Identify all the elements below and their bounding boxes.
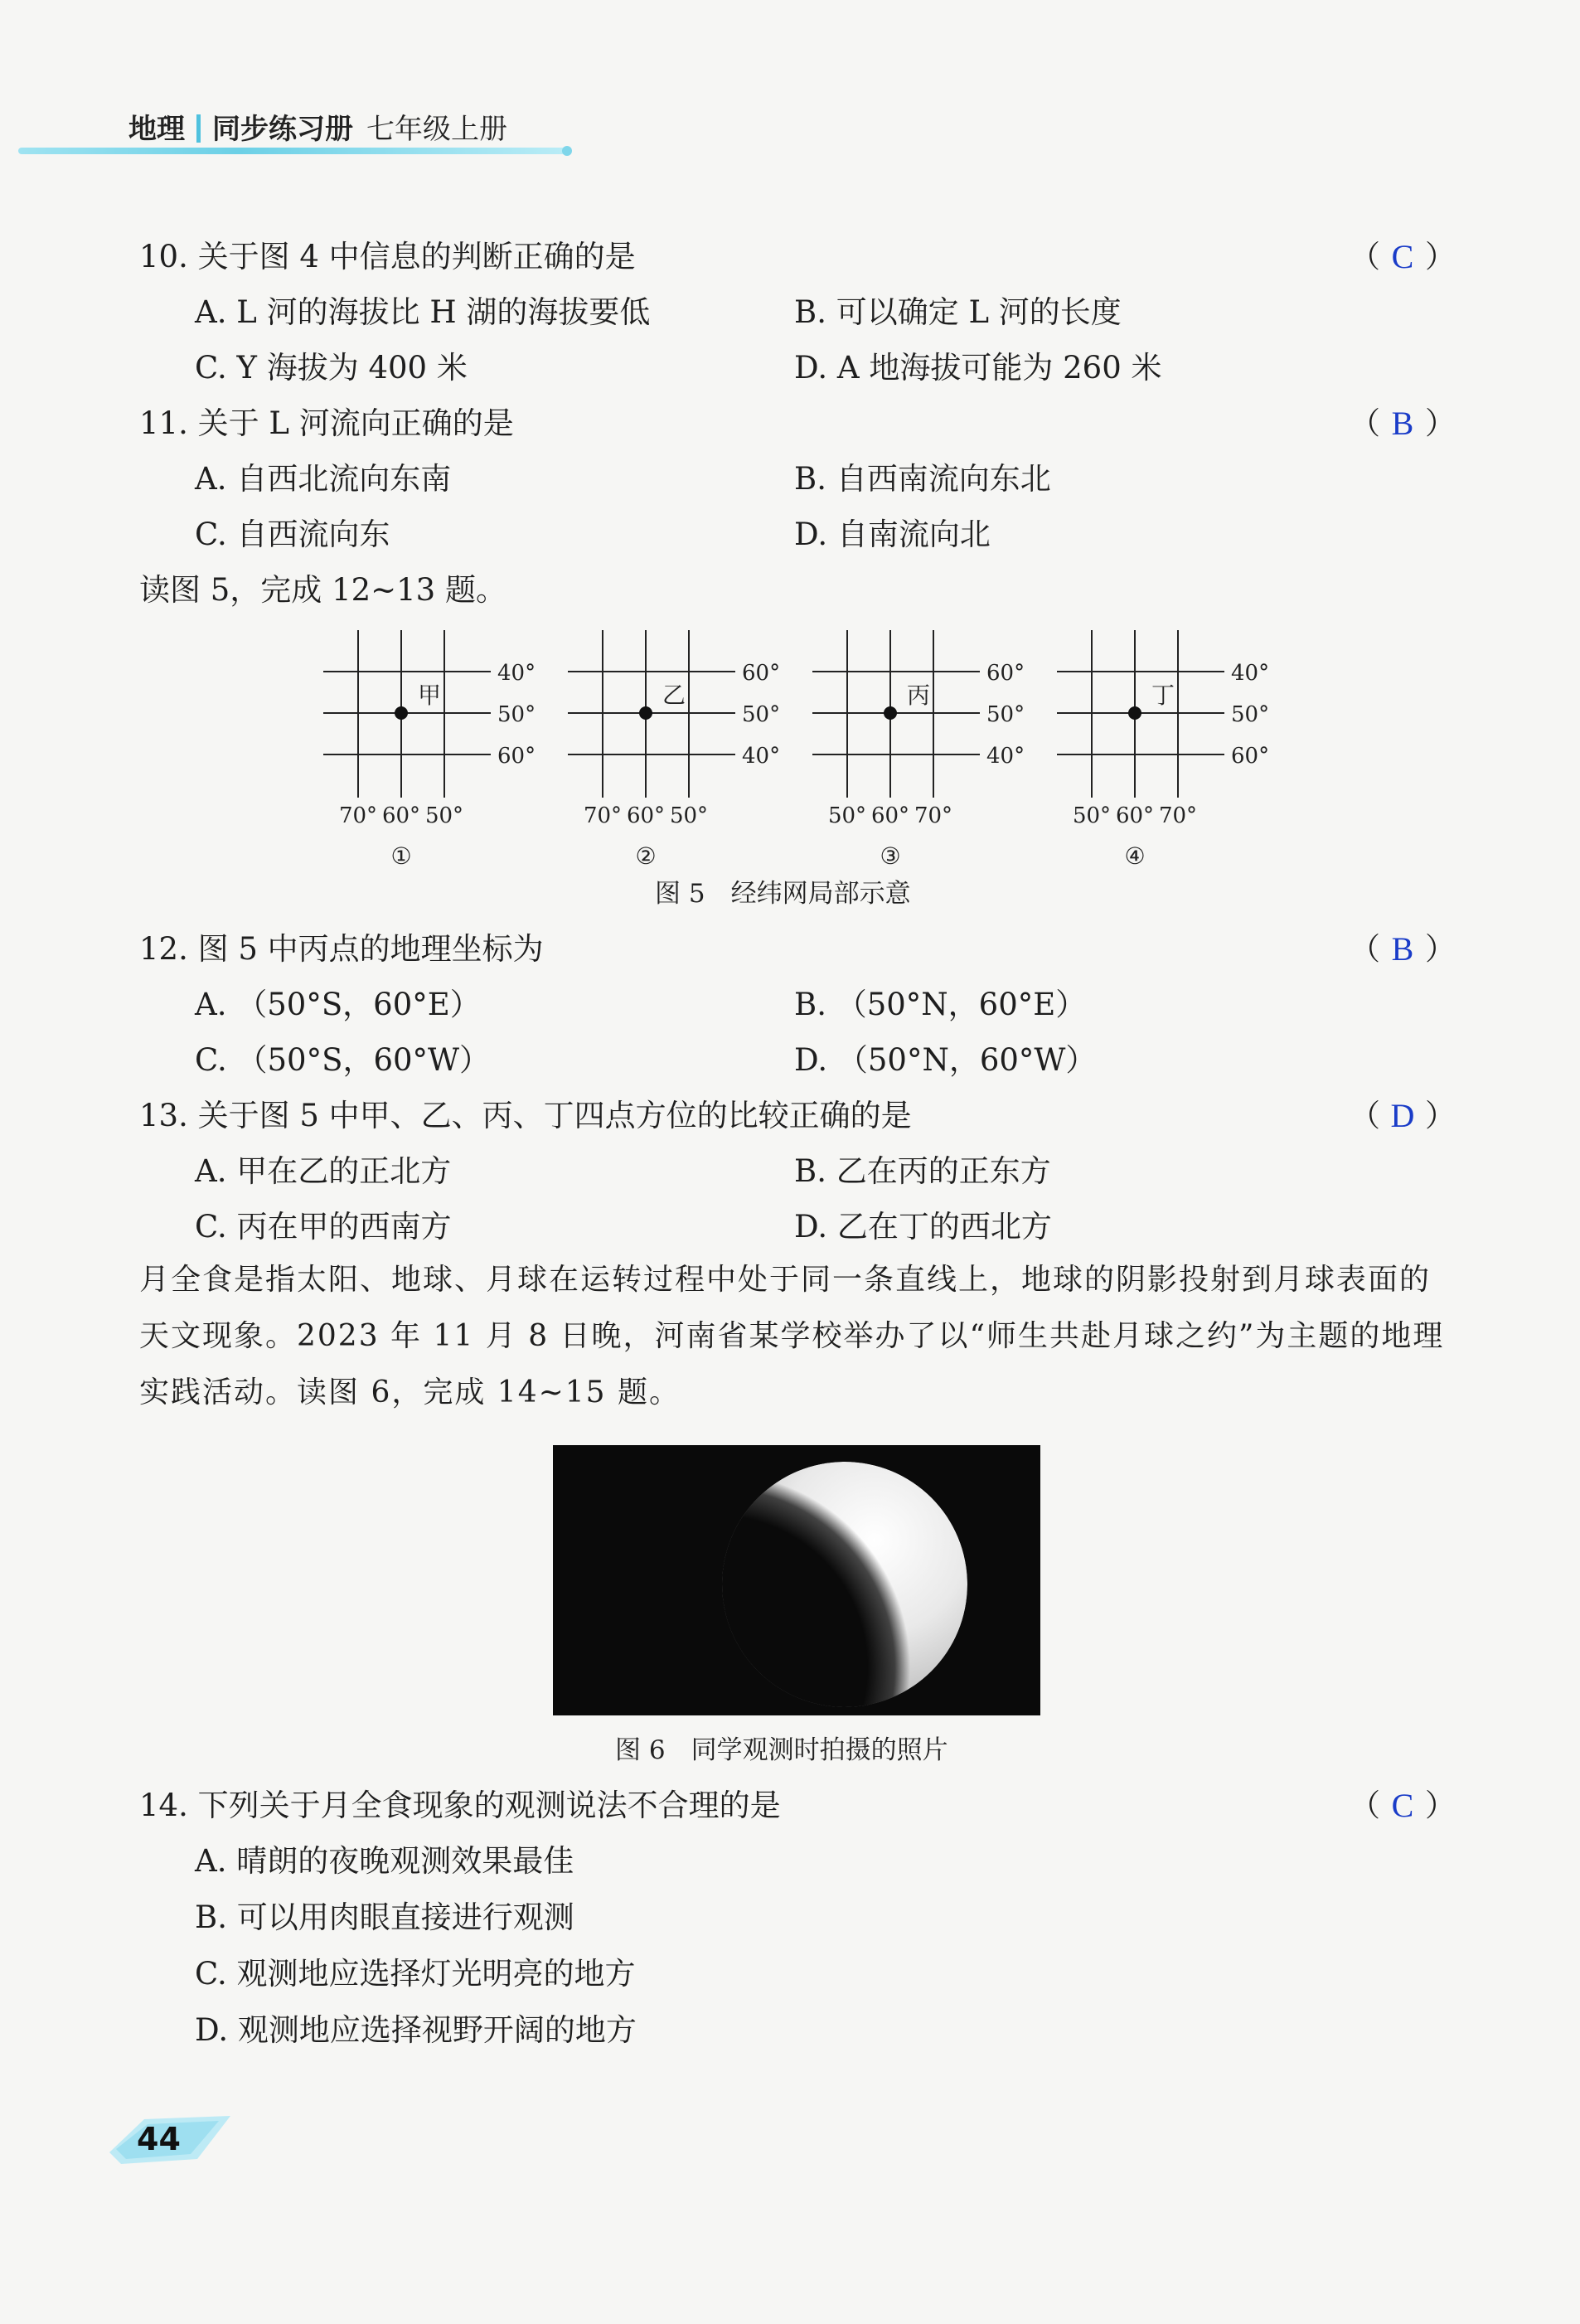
point-marker [1128,706,1141,720]
point-label: 乙 [662,682,686,709]
panel-number: ② [635,842,657,870]
q14-option-b: B. 可以用肉眼直接进行观测 [195,1899,574,1935]
q12-option-d: D. （50°N，60°W） [794,1042,1097,1078]
q12-answer-value: B [1391,930,1414,968]
header-subject: 地理 [128,113,185,146]
latitude-label: 60° [497,744,536,769]
point-marker [639,706,652,720]
latitude-label: 40° [742,744,781,769]
longitude-label: 70° [338,803,378,828]
q10-option-b: B. 可以确定 L 河的长度 [794,294,1122,330]
panel-number: ③ [880,842,901,870]
q11-option-d: D. 自南流向北 [794,517,991,552]
figure5-panel-2 [568,630,780,870]
q12-option-a: A. （50°S，60°E） [195,987,481,1022]
point-label: 甲 [418,682,442,709]
point-label: 丁 [1151,682,1175,709]
point-label: 丙 [907,682,931,709]
q10-answer-value: C [1391,238,1414,275]
header-grade: 七年级上册 [366,113,507,146]
q10-option-d: D. A 地海拔可能为 260 米 [794,350,1162,386]
q11-option-b: B. 自西南流向东北 [794,461,1051,497]
header-rule-dot [562,146,572,156]
figure5-graticule-diagram [307,623,1285,872]
q14-option-c: C. 观测地应选择灯光明亮的地方 [195,1956,636,1992]
figure5-caption: 图 5 经纬网局部示意 [655,879,911,909]
figure5-panel-3 [812,630,1025,870]
q11-stem: 11. 关于 L 河流向正确的是 [139,405,514,441]
latitude-label: 60° [1231,744,1270,769]
latitude-label: 50° [986,702,1025,727]
header-rule [18,148,565,154]
lunar-eclipse-photo [553,1445,1040,1715]
longitude-label: 50° [827,803,867,828]
q11-option-c: C. 自西流向东 [195,517,390,552]
q12-option-b: B. （50°N，60°E） [794,987,1087,1022]
q14-stem: 14. 下列关于月全食现象的观测说法不合理的是 [139,1788,781,1823]
longitude-label: 50° [669,803,709,828]
longitude-label: 60° [381,803,421,828]
latitude-label: 60° [986,661,1025,686]
figure6-caption: 图 6 同学观测时拍摄的照片 [615,1735,948,1765]
q13-stem: 13. 关于图 5 中甲、乙、丙、丁四点方位的比较正确的是 [139,1098,912,1133]
q11-answer-value: B [1391,405,1414,442]
q11-option-a: A. 自西北流向东南 [195,461,452,497]
q10-option-c: C. Y 海拔为 400 米 [195,350,468,386]
latitude-label: 40° [497,661,536,686]
q14-option-a: A. 晴朗的夜晚观测效果最佳 [195,1843,574,1879]
panel-number: ④ [1124,842,1146,870]
figure5-panel-1 [323,630,536,870]
figure6-passage: 月全食是指太阳、地球、月球在运转过程中处于同一条直线上，地球的阴影投射到月球表面的天文现象。2023 年 11 月 8 日晚，河南省某学校举办了以“师生共赴月球之约”为主题的地理实践活动。读图 6，完成 14~15 题。 [139,1263,1445,1409]
latitude-label: 40° [986,744,1025,769]
longitude-label: 60° [626,803,666,828]
q14-option-d: D. 观测地应选择视野开阔的地方 [195,2012,637,2048]
figure5-panel-4 [1057,630,1269,870]
panel-number: ① [390,842,412,870]
longitude-label: 50° [1072,803,1112,828]
q10-option-a: A. L 河的海拔比 H 湖的海拔要低 [195,294,651,330]
latitude-label: 50° [1231,702,1270,727]
latitude-label: 60° [742,661,781,686]
latitude-label: 50° [497,702,536,727]
latitude-label: 40° [1231,661,1270,686]
page-number: 44 [137,2121,181,2157]
figure5-intro: 读图 5，完成 12~13 题。 [139,572,506,608]
longitude-label: 70° [914,803,953,828]
longitude-label: 50° [424,803,464,828]
point-marker [395,706,408,720]
q10-stem: 10. 关于图 4 中信息的判断正确的是 [139,239,636,274]
q12-stem: 12. 图 5 中丙点的地理坐标为 [139,931,544,967]
longitude-label: 60° [1115,803,1155,828]
header-separator [196,114,201,143]
point-marker [884,706,897,720]
q13-option-a: A. 甲在乙的正北方 [195,1153,452,1189]
q13-option-d: D. 乙在丁的西北方 [794,1209,1052,1244]
page: 地理 同步练习册 七年级上册 10. 关于图 4 中信息的判断正确的是 （ C ） A. L 河的海拔比 H 湖的海拔要低 B. 可以确定 L 河的长度 C. Y 海拔为 400 米 D. A 地海拔可能为 260 米 11. 关于 L 河流向正确的是 （ B ） A. 自西北流向东南 B. 自西南流向东北 C. 自西流向东 D. 自南流向北 读图 5，完成 12~13 题。 甲 40° 50° 60° 70° 60° 50° ① 乙 60° 50° 40° 70° 60° 50° ② 丙 60° 50° 40° 50° 60° 70° ③ 丁 40° 50° 60° 50° 60° 70° ④ 图 5 经纬网局部示意 12. 图 5 中丙点的地理坐标为 （ B ） A. （50°S，60°E） B. （50°N，60°E） C. （50°S，60°W） D. （50°N，60°W） 13. 关于图 5 中甲、乙、丙、丁四点方位的比较正确的是 （ D ） A. 甲在乙的正北方 B. 乙在丙的正东方 C. 丙在甲的西南方 D. 乙在丁的西北方 月全食是指太阳、地球、月球在运转过程中处于同一条直线上，地球的阴影投射到月球表面的天文现象。2023 年 11 月 8 日晚，河南省某学校举办了以“师生共赴月球之约”为主题的地理实践活动。读图 6，完成 14~15 题。 图 6 同学观测时拍摄的照片 14. 下列关于月全食现象的观测说法不合理的是 （ C ） A. 晴朗的夜晚观测效果最佳 B. 可以用肉眼直接进行观测 C. 观测地应选择灯光明亮的地方 D. 观测地应选择视野开阔的地方 44 [0,0,1580,2324]
moon-illustration [553,1445,1040,1715]
longitude-label: 70° [583,803,623,828]
longitude-label: 60° [870,803,910,828]
latitude-label: 50° [742,702,781,727]
longitude-label: 70° [1158,803,1198,828]
running-header [128,112,507,147]
q13-option-c: C. 丙在甲的西南方 [195,1209,452,1244]
q12-option-c: C. （50°S，60°W） [195,1042,491,1078]
q13-answer-value: D [1390,1097,1415,1134]
q14-answer-value: C [1391,1787,1414,1824]
header-book: 同步练习册 [212,113,353,146]
q13-option-b: B. 乙在丙的正东方 [794,1153,1051,1189]
